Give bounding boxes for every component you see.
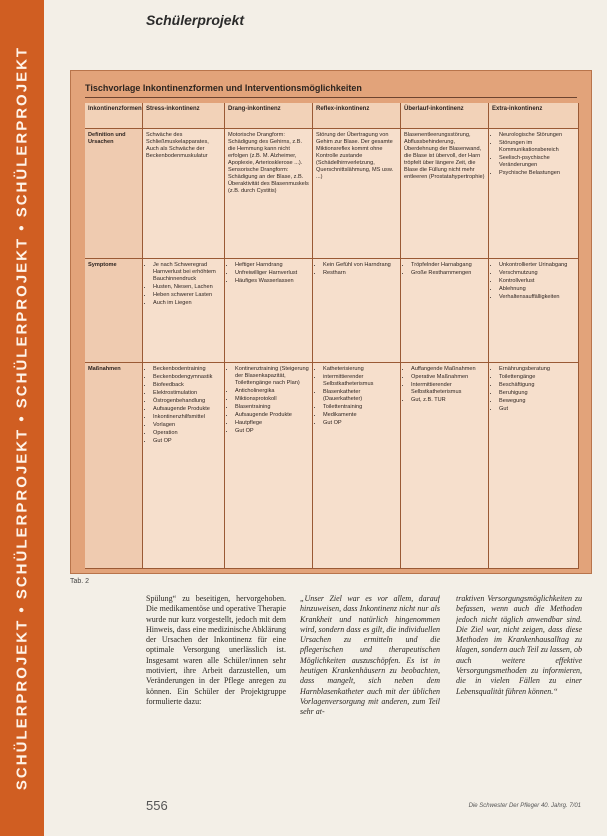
table-cell-list-item: • Gut OP	[323, 420, 397, 427]
inkontinenz-table-panel	[70, 70, 592, 574]
table-header-cell: Überlauf-inkontinenz	[401, 103, 489, 129]
table-cell-list-item: • Heben schwerer Lasten	[153, 292, 221, 299]
table-cell-list-item: • Psychische Belastungen	[499, 170, 575, 177]
table-cell-list-item: • Östrogenbehandlung	[153, 398, 221, 405]
sidebar-text: SCHÜLERPROJEKT • SCHÜLERPROJEKT • SCHÜLERPROJEKT • SCHÜLERPROJEKT	[13, 45, 31, 791]
table-cell	[225, 259, 313, 363]
table-cell-list-item: • Verhaltensauffälligkeiten	[499, 294, 575, 301]
body-paragraph-middle: „Unser Ziel war es vor allem, darauf hinzuweisen, dass Inkontinenz nicht nur als Krankheit und natürlich hingenommen wird, sondern dass es gilt, die individuellen Ursachen zu ermitteln und die pflegerischen und therapeutischen Möglichkeiten auszuschöpfen. Es ist in heutigen Krankenhäusern zu beobachten, dass mangelt, sich neben dem Harnblasenkatheter auch mit der üblichen Vorlagenversorgung mit anderen, zum Teil sehr at-	[300, 594, 440, 717]
table-cell-text: Blasenentleerungsstörung, Abflussbehinderung, Überdehnung der Blasenwand, die Blase ist übervoll, der Harn tröpfelt über längere Zeit, die Blase die Füllung nicht mehr entleeren (Prostatahypertrophie)	[404, 132, 485, 180]
table-caption: Tab. 2	[70, 578, 90, 585]
table-cell-list-item: • Je nach Schweregrad Harnverlust bei erhöhtem Bauchinnendruck	[153, 262, 221, 283]
body-paragraph-left: Spülung“ zu beseitigen, hervorgehoben. Die medikamentöse und operative Therapie wurde nur kurz vorgestellt, jedoch mit dem Hinweis, dass eine medizinische Abklärung der Ursachen der Inkontinenz für eine optimale Versorgung unerlässlich ist. Insgesamt waren alle Schüler/innen sehr motiviert, ihre Arbeit darzustellen, um Veränderungen in der Pflege anregen zu können. Ein Schüler der Projektgruppe formulierte dazu:	[146, 594, 286, 706]
table-title: Tischvorlage Inkontinenzformen und Interventionsmöglichkeiten	[85, 83, 362, 93]
text-column-right	[456, 594, 582, 780]
table-cell-list-item: • Elektrostimulation	[153, 390, 221, 397]
table-cell	[489, 129, 579, 259]
table-cell-list-item: • Biofeedback	[153, 382, 221, 389]
table-cell-list-item: • Unfreiwilliger Harnverlust	[235, 270, 309, 277]
table-cell-list-item: • Bewegung	[499, 398, 575, 405]
table-cell-list-item: • Kontinenztraining (Steigerung der Blasenkapazität, Toilettengänge nach Plan)	[235, 366, 309, 387]
table-cell-list-item: • Katheterisierung	[323, 366, 397, 373]
table-cell-list-item: • Vorlagen	[153, 422, 221, 429]
table-cell	[313, 363, 401, 569]
table-row-label: Symptome	[85, 259, 143, 363]
table-cell-list-item: • Unkontrollierter Urinabgang	[499, 262, 575, 269]
table-cell-list-item: • Blasentraining	[235, 404, 309, 411]
table-cell-list	[146, 366, 221, 445]
table-cell-list	[228, 366, 309, 435]
table-cell	[143, 363, 225, 569]
table-cell-list-item: • Beckenbodengymnastik	[153, 374, 221, 381]
table-cell-list-item: • Operative Maßnahmen	[411, 374, 485, 381]
table-row-label: Maßnahmen	[85, 363, 143, 569]
table-cell-list-item: • Häufiges Wasserlassen	[235, 278, 309, 285]
table-cell-list-item: • Anticholinergika	[235, 388, 309, 395]
table-cell-list-item: • Auch im Liegen	[153, 300, 221, 307]
table-header-cell: Stress-inkontinenz	[143, 103, 225, 129]
table-cell-list-item: • Beruhigung	[499, 390, 575, 397]
table-cell-list-item: • Ablehnung	[499, 286, 575, 293]
table-cell	[401, 129, 489, 259]
table-cell	[489, 259, 579, 363]
table-cell-list-item: • Toilettentraining	[323, 404, 397, 411]
table-cell-list-item: • Störungen im Kommunikationsbereich	[499, 140, 575, 154]
sidebar-banner	[0, 0, 44, 836]
table-cell-list-item: • Medikamente	[323, 412, 397, 419]
table-cell-text: Störung der Übertragung von Gehirn zur Blase. Der gesamte Miktionsreflex kommt ohne Kontrolle zustande (Schädelhirnverletzung, Querschnittslähmung, MS usw. ...)	[316, 132, 394, 180]
page-title: Schülerprojekt	[146, 12, 245, 28]
table-header-cell: Extra-inkontinenz	[489, 103, 579, 129]
inkontinenz-table	[85, 103, 579, 569]
table-cell	[313, 129, 401, 259]
table-cell-list-item: • Inkontinenzhilfsmittel	[153, 414, 221, 421]
table-cell-list-item: • Operation	[153, 430, 221, 437]
table-cell	[143, 129, 225, 259]
table-cell-list-item: • Gut, z.B. TUR	[411, 397, 485, 404]
table-cell	[225, 129, 313, 259]
table-cell-list-item: • Aufsaugende Produkte	[153, 406, 221, 413]
table-row-label: Definition und Ursachen	[85, 129, 143, 259]
table-cell-list	[316, 262, 397, 277]
table-cell	[225, 363, 313, 569]
table-cell-text: Motorische Drangform: Schädigung des Gehirns, z.B. die Hemmung kann nicht erfolgen (z.B. M. Alzheimer, Apoplexie, Arteriosklerose ...). Sensorische Drangform: Schädigung an der Blase, z.B. Überaktivität des Blasenmuskels (z.B. durch Cystitis)	[228, 132, 309, 194]
table-cell-list-item: • Intermittierender Selbstkatheterismus	[411, 382, 485, 396]
table-cell-list-item: • Kein Gefühl von Harndrang	[323, 262, 397, 269]
table-cell-list	[316, 366, 397, 427]
table-cell-list-item: • Beckenbodentraining	[153, 366, 221, 373]
text-column-middle	[300, 594, 440, 780]
table-cell-list-item: • Aufsaugende Produkte	[235, 412, 309, 419]
table-cell-list	[404, 366, 485, 404]
body-paragraph-right: traktiven Versorgungsmöglichkeiten zu befassen, wenn auch die Methoden jedoch nicht täglich anwendbar sind. Die Ziel war, nicht zeigen, dass diese Methoden im Krankenhausalltag zu klagen, sondern auch Teil zu lassen, ob auch weitere effektive Versorgungsmethoden zu informieren, die in vielen Fällen zu einer Lebensqualität führen können.“	[456, 594, 582, 696]
table-cell-text: Schwäche des Schließmuskelapparates, Auch als Schwäche der Beckenbodenmuskulatur	[146, 132, 209, 159]
table-header-cell: Drang-inkontinenz	[225, 103, 313, 129]
table-cell-list-item: • Restharn	[323, 270, 397, 277]
table-header-cell: Reflex-inkontinenz	[313, 103, 401, 129]
table-cell-list-item: • Toilettengänge	[499, 374, 575, 381]
table-cell	[489, 363, 579, 569]
table-cell	[143, 259, 225, 363]
table-cell	[401, 259, 489, 363]
table-cell-list-item: • Kontrollverlust	[499, 278, 575, 285]
table-cell-list	[404, 262, 485, 277]
table-cell-list-item: • Gut	[499, 406, 575, 413]
table-cell-list	[492, 132, 575, 177]
table-cell-list	[228, 262, 309, 285]
table-title-divider	[85, 97, 577, 98]
table-cell	[401, 363, 489, 569]
table-cell-list-item: • Husten, Niesen, Lachen	[153, 284, 221, 291]
table-cell-list-item: • Miktionsprotokoll	[235, 396, 309, 403]
table-cell	[313, 259, 401, 363]
table-cell-list-item: • Neurologische Störungen	[499, 132, 575, 139]
table-cell-list	[146, 262, 221, 307]
table-cell-list-item: • Tröpfelnder Harnabgang	[411, 262, 485, 269]
table-cell-list-item: • Seelisch-psychische Veränderungen	[499, 155, 575, 169]
table-cell-list-item: • Große Restharnmengen	[411, 270, 485, 277]
table-cell-list-item: • Verschmutzung	[499, 270, 575, 277]
table-cell-list-item: • Ernährungsberatung	[499, 366, 575, 373]
table-cell-list-item: • intermittierender Selbstkatheterismus	[323, 374, 397, 388]
table-cell-list-item: • Hautpflege	[235, 420, 309, 427]
table-cell-list-item: • Beschäftigung	[499, 382, 575, 389]
text-column-left	[146, 594, 286, 780]
table-header-cell: Inkontinenzformen	[85, 103, 143, 129]
table-cell-list-item: • Auffangende Maßnahmen	[411, 366, 485, 373]
table-cell-list	[492, 262, 575, 301]
journal-reference: Die Schwester Der Pfleger 40. Jahrg. 7/01	[468, 803, 581, 809]
table-cell-list-item: • Blasenkatheter (Dauerkatheter)	[323, 389, 397, 403]
table-cell-list-item: • Gut OP	[153, 438, 221, 445]
table-cell-list-item: • Gut OP	[235, 428, 309, 435]
table-cell-list	[492, 366, 575, 413]
page-number: 556	[146, 798, 168, 813]
table-cell-list-item: • Heftiger Harndrang	[235, 262, 309, 269]
